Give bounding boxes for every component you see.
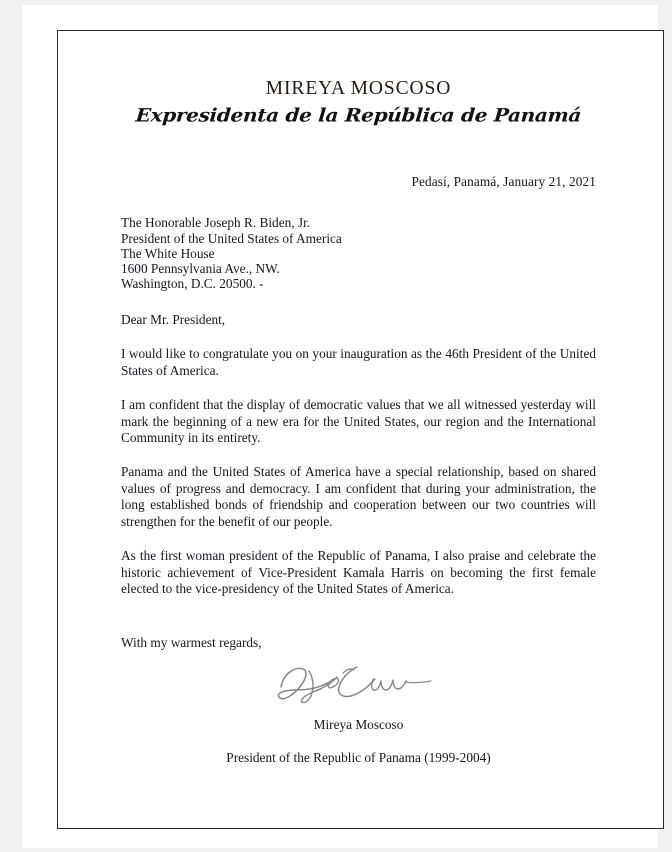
- body-paragraph-4: As the first woman president of the Republic of Panama, I also praise and celebrate the historic achievement of Vice-President Kamala Harris on becoming the first female elected to the vice-presidency of the United States of America.: [121, 548, 596, 596]
- signature-icon: [269, 657, 449, 709]
- body-paragraph-2: I am confident that the display of democratic values that we all witnessed yesterday will mark the beginning of a new era for the United States, our region and the International Community in its entirety.: [121, 397, 596, 446]
- signer-title: President of the Republic of Panama (1999-2004): [226, 750, 491, 766]
- dateline: Pedasí, Panamá, January 21, 2021: [411, 174, 596, 190]
- recipient-address-block: [121, 215, 596, 291]
- document-page: [22, 5, 658, 848]
- recipient-line-name: The Honorable Joseph R. Biden, Jr.: [121, 215, 311, 231]
- body-paragraph-1: I would like to congratulate you on your inauguration as the 46th President of the United States of America.: [121, 346, 596, 378]
- recipient-line-title: President of the United States of America: [121, 230, 342, 246]
- salutation: Dear Mr. President,: [121, 312, 226, 328]
- signature-area: [121, 657, 596, 709]
- recipient-line-street: 1600 Pennsylvania Ave., NW.: [121, 261, 280, 277]
- letter-content: [121, 30, 596, 766]
- closing-salutation: With my warmest regards,: [121, 635, 262, 651]
- signer-name: Mireya Moscoso: [313, 717, 404, 733]
- letterhead-subtitle: Expresidenta de la República de Panamá: [134, 104, 583, 127]
- letterhead-name: MIREYA MOSCOSO: [265, 78, 452, 99]
- letterhead: [121, 78, 596, 127]
- body-paragraph-3: Panama and the United States of America have a special relationship, based on shared values of progress and democracy. I am confident that during your administration, the long established bonds of friendship and cooperation between our two countries will strengthen for the benefit of our people.: [121, 464, 596, 529]
- recipient-line-city: Washington, D.C. 20500. -: [121, 276, 264, 292]
- recipient-line-org: The White House: [121, 245, 215, 261]
